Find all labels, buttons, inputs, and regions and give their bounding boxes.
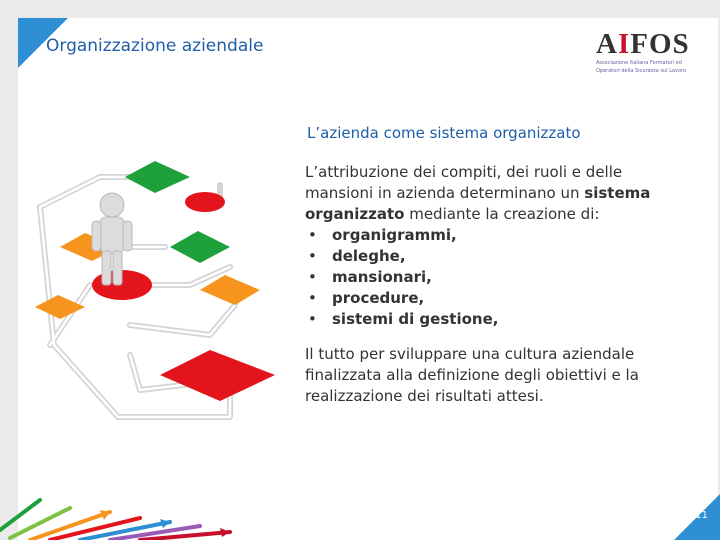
aifos-logo xyxy=(596,30,696,75)
logo-wordmark xyxy=(596,30,696,59)
logo-tagline-2: Operatori della Sicurezza sul Lavoro xyxy=(596,68,687,74)
list-item xyxy=(305,246,665,267)
logo-letters-rest: FOS xyxy=(630,28,690,60)
flowchart-diagram-icon xyxy=(30,155,280,445)
bullet-list xyxy=(305,225,665,330)
intro-text-1: L’attribuzione dei compiti, dei ruoli e delle mansioni in azienda determinano un xyxy=(305,163,623,202)
green-process-shape-top xyxy=(125,161,190,193)
bullet-text: mansionari, xyxy=(332,268,432,286)
section-subtitle: L’azienda come sistema organizzato xyxy=(307,124,581,142)
list-item xyxy=(305,267,665,288)
bullet-glyph: • xyxy=(308,226,317,244)
bullet-text: procedure, xyxy=(332,289,425,307)
intro-text-2: mediante la creazione di: xyxy=(404,205,600,223)
slide-title: Organizzazione aziendale xyxy=(46,36,264,56)
list-item xyxy=(305,288,665,309)
red-decision-shape-top xyxy=(185,192,225,212)
closing-paragraph: Il tutto per sviluppare una cultura aziendale finalizzata alla definizione degli obiettivi e la realizzazione dei risultati attesi. xyxy=(305,345,639,405)
list-item xyxy=(305,225,665,246)
logo-tagline-1: Associazione Italiana Formatori ed xyxy=(596,60,682,66)
red-process-shape-bottom xyxy=(160,350,275,401)
page-number: 11 xyxy=(695,510,708,521)
logo-letter-a: A xyxy=(596,28,618,60)
logo-letter-i: I xyxy=(617,28,631,60)
bullet-text: deleghe, xyxy=(332,247,406,265)
decorative-arrows-icon xyxy=(0,470,240,540)
bullet-text: organigrammi, xyxy=(332,226,457,244)
list-item xyxy=(305,309,665,330)
bullet-text: sistemi di gestione, xyxy=(332,310,499,328)
bullet-glyph: • xyxy=(308,268,317,286)
intro-paragraph xyxy=(305,162,665,225)
green-process-shape-right xyxy=(170,231,230,263)
body-text xyxy=(305,162,665,407)
bullet-glyph: • xyxy=(308,289,317,307)
bullet-glyph: • xyxy=(308,247,317,265)
bullet-glyph: • xyxy=(308,310,317,328)
intro-bold: sistema organizzato xyxy=(305,184,651,223)
